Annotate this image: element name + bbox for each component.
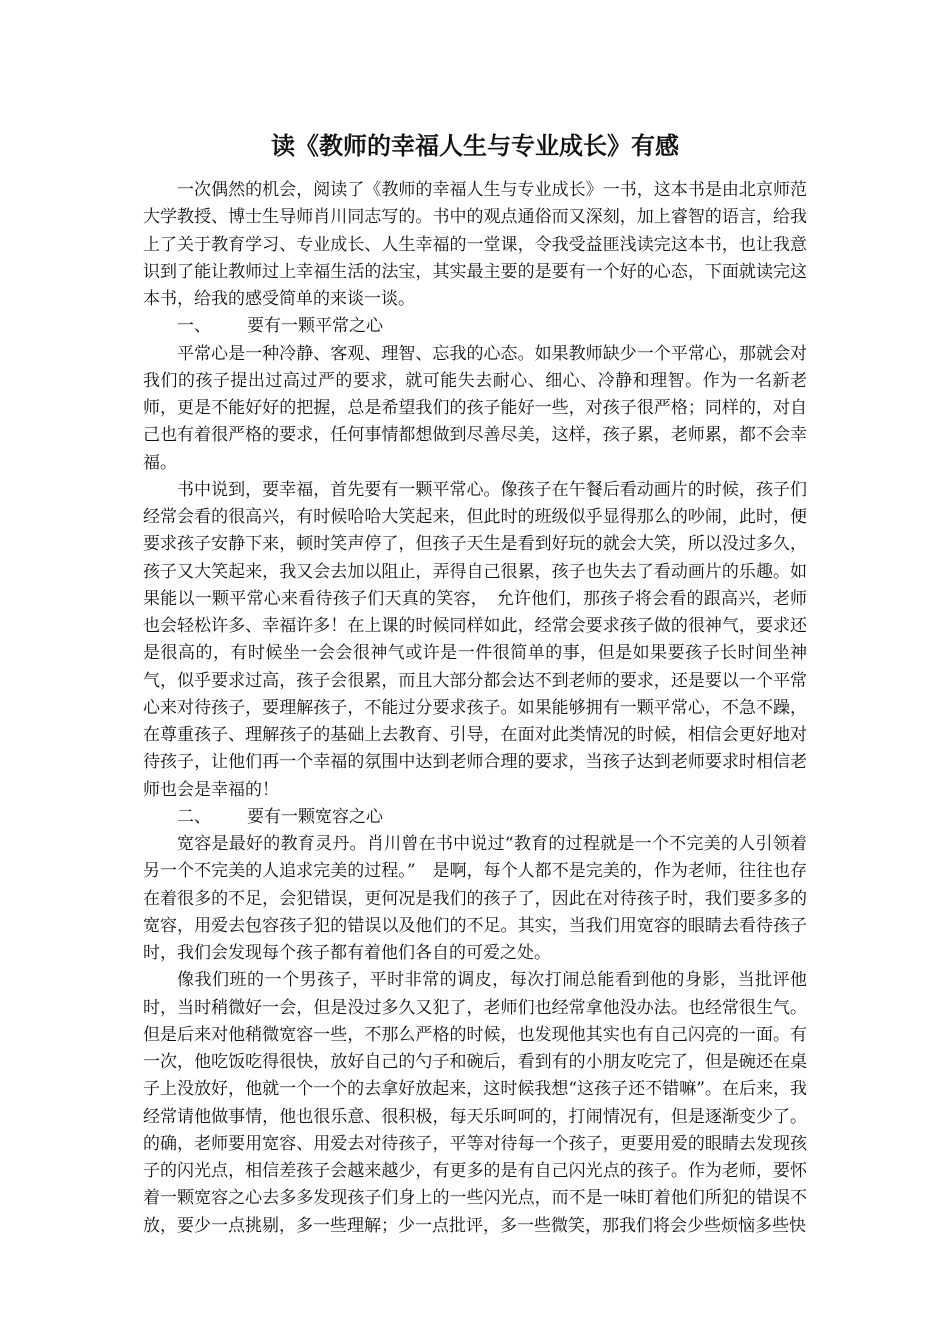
- document-title: 读《教师的幸福人生与专业成长》有感: [271, 132, 679, 160]
- document-body: [143, 177, 807, 1240]
- section-title: 要有一颗平常之心: [247, 316, 383, 337]
- section-heading-1: [143, 313, 807, 340]
- section-number: 二、: [177, 806, 211, 827]
- body-paragraph: 平常心是一种冷静、客观、理智、忘我的心态。如果教师缺少一个平常心，那就会对我们的孩子提出过高过严的要求，就可能失去耐心、细心、冷静和理智。作为一名新老师，更是不能好好的把握，总是希望我们的孩子能好一些，对孩子很严格；同样的，对自己也有着很严格的要求，任何事情都想做到尽善尽美，这样，孩子累，老师累，都不会幸福。: [143, 343, 807, 473]
- section-number: 一、: [177, 316, 211, 337]
- section-title: 要有一颗宽容之心: [247, 806, 383, 827]
- section-heading-2: [143, 804, 807, 831]
- body-paragraph: 宽容是最好的教育灵丹。肖川曾在书中说过“教育的过程就是一个不完美的人引领着另一个不完美的人追求完美的过程。” 是啊，每个人都不是完美的，作为老师，往往也存在着很多的不足，会犯错误，更何况是我们的孩子了，因此在对待孩子时，我们要多多的宽容，用爱去包容孩子犯的错误以及他们的不足。其实，当我们用宽容的眼睛去看待孩子时，我们会发现每个孩子都有着他们各自的可爱之处。: [143, 834, 807, 963]
- intro-paragraph: 一次偶然的机会，阅读了《教师的幸福人生与专业成长》一书，这本书是由北京师范大学教授、博士生导师肖川同志写的。书中的观点通俗而又深刻，加上睿智的语言，给我上了关于教育学习、专业成长、人生幸福的一堂课，令我受益匪浅读完这本书，也让我意识到了能让教师过上幸福生活的法宝，其实最主要的是要有一个好的心态，下面就读完这本书，给我的感受简单的来谈一谈。: [143, 180, 807, 309]
- body-paragraph: 像我们班的一个男孩子，平时非常的调皮，每次打闹总能看到他的身影，当批评他时，当时稍微好一会，但是没过多久又犯了，老师们也经常拿他没办法。也经常很生气。但是后来对他稍微宽容一些，不那么严格的时候，也发现他其实也有自己闪亮的一面。有一次，他吃饭吃得很快，放好自己的勺子和碗后，看到有的小朋友吃完了，但是碗还在桌子上没放好，他就一个一个的去拿好放起来，这时候我想“这孩子还不错嘛”。在后来，我经常请他做事情，他也很乐意、很积极，每天乐呵呵的，打闹情况有，但是逐渐变少了。的确，老师要用宽容、用爱去对待孩子，平等对待每一个孩子，更要用爱的眼睛去发现孩子的闪光点，相信差孩子会越来越少，有更多的是有自己闪光点的孩子。作为老师，要怀着一颗宽容之心去多多发现孩子们身上的一些闪光点，而不是一味盯着他们所犯的错误不放，要少一点挑剔，多一些理解；少一点批评，多一些微笑，那我们将会少些烦恼多些快: [143, 970, 807, 1236]
- body-paragraph: 书中说到，要幸福，首先要有一颗平常心。像孩子在午餐后看动画片的时候，孩子们经常会看的很高兴，有时候哈哈大笑起来，但此时的班级似乎显得那么的吵闹，此时，便要求孩子安静下来，顿时笑声停了，但孩子天生是看到好玩的就会大笑，所以没过多久，孩子又大笑起来，我又会去加以阻止，弄得自己很累，孩子也失去了看动画片的乐趣。如果能以一颗平常心来看待孩子们天真的笑容， 允许他们，那孩子将会看的跟高兴，老师也会轻松许多、幸福许多！在上课的时候同样如此，经常会要求孩子做的很神气，要求还是很高的，有时候坐一会会很神气或许是一件很简单的事，但是如果要孩子长时间坐神气，似乎要求过高，孩子会很累，而且大部分都会达不到老师的要求，还是要以一个平常心来对待孩子，要理解孩子，不能过分要求孩子。如果能够拥有一颗平常心，不急不躁，在尊重孩子、理解孩子的基础上去教育、引导，在面对此类情况的时候，相信会更好地对待孩子，让他们再一个幸福的氛围中达到老师合理的要求，当孩子达到老师要求时相信老师也会是幸福的！: [143, 479, 807, 800]
